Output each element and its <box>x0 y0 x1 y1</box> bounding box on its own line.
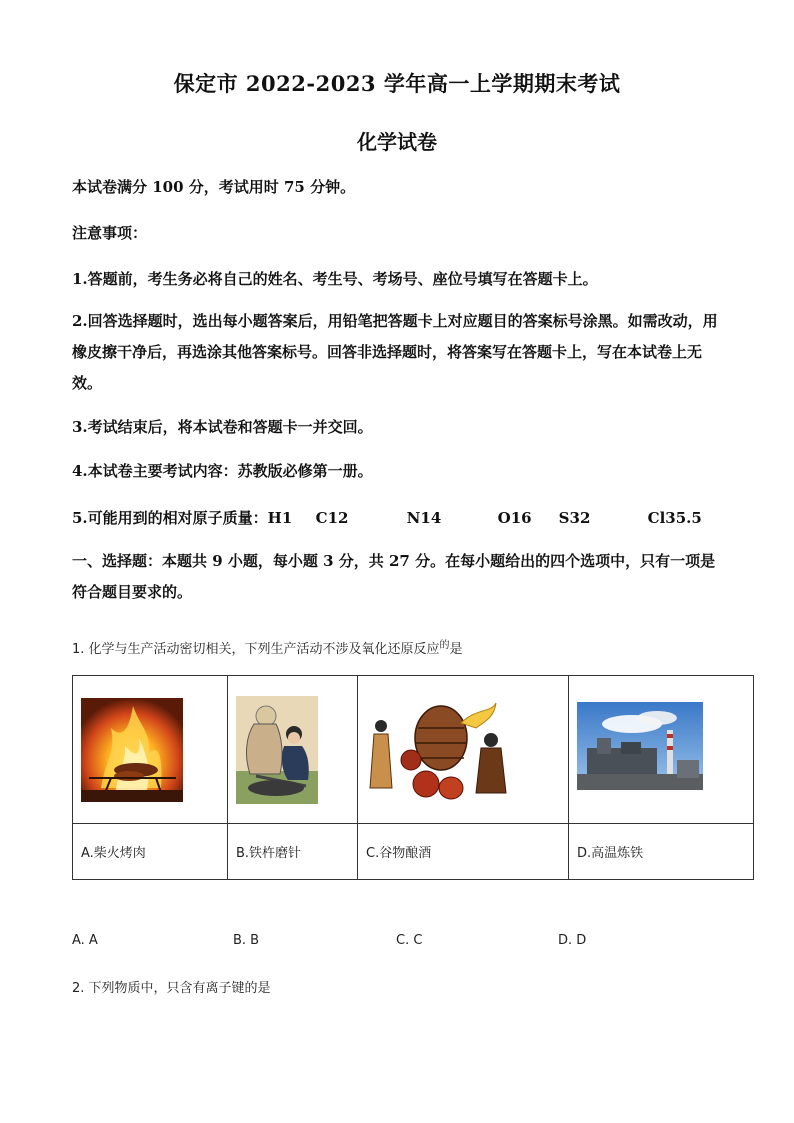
option-c-image-cell <box>358 676 569 824</box>
atomic-mass-cl: Cl35.5 <box>647 509 702 527</box>
option-b-label: B.铁杵磨针 <box>228 824 358 880</box>
exam-title: 保定市 2022-2023 学年高一上学期期末考试 <box>173 71 621 96</box>
question-2-stem: 2. 下列物质中，只含有离子键的是 <box>72 981 271 996</box>
question-1-text-end: 是 <box>449 642 463 657</box>
note-5-label: 5.可能用到的相对原子质量： <box>72 509 268 527</box>
choice-a[interactable]: A. A <box>72 933 98 948</box>
exam-subtitle: 化学试卷 <box>357 130 437 154</box>
score-line: 本试卷满分 100 分，考试用时 75 分钟。 <box>72 178 356 196</box>
note-1: 1.答题前，考生务必将自己的姓名、考生号、考场号、座位号填写在答题卡上。 <box>72 270 598 288</box>
note-2: 2.回答选择题时，选出每小题答案后，用铅笔把答题卡上对应题目的答案标号涂黑。如需改动，用橡皮擦干净后，再选涂其他答案标号。回答非选择题时，将答案写在答题卡上，写在本试卷上无效。 <box>72 312 718 392</box>
campfire-meat-image <box>81 698 183 802</box>
option-a-label: A.柴火烤肉 <box>73 824 228 880</box>
option-c-label: C.谷物酿酒 <box>358 824 569 880</box>
choice-b[interactable]: B. B <box>233 933 260 948</box>
section-1-heading: 一、选择题：本题共 9 小题，每小题 3 分，共 27 分。在每小题给出的四个选项中，只有一项是符合题目要求的。 <box>72 552 716 601</box>
choice-c[interactable]: C. C <box>396 933 423 948</box>
question-1-text: 1. 化学与生产活动密切相关，下列生产活动不涉及氧化还原反应 <box>72 642 440 657</box>
note-5 <box>72 503 722 534</box>
choice-d[interactable]: D. D <box>558 933 587 948</box>
option-d-label: D.高温炼铁 <box>569 824 754 880</box>
brewing-wine-image <box>366 698 516 802</box>
option-a-image-cell <box>73 676 228 824</box>
grinding-iron-rod-image <box>236 696 318 804</box>
atomic-mass-h: H1 <box>267 509 293 527</box>
note-4: 4.本试卷主要考试内容：苏教版必修第一册。 <box>72 462 373 480</box>
question-1-sup: 的 <box>439 640 450 651</box>
atomic-mass-s: S32 <box>558 509 591 527</box>
question-1-stem <box>72 636 463 657</box>
atomic-mass-o: O16 <box>497 509 532 527</box>
notice-title: 注意事项： <box>72 224 148 242</box>
steel-plant-image <box>577 702 703 790</box>
note-3: 3.考试结束后，将本试卷和答题卡一并交回。 <box>72 418 373 436</box>
option-b-image-cell <box>228 676 358 824</box>
atomic-mass-c: C12 <box>315 509 349 527</box>
atomic-mass-n: N14 <box>406 509 442 527</box>
option-d-image-cell <box>569 676 754 824</box>
question-1-options-table <box>72 675 754 880</box>
